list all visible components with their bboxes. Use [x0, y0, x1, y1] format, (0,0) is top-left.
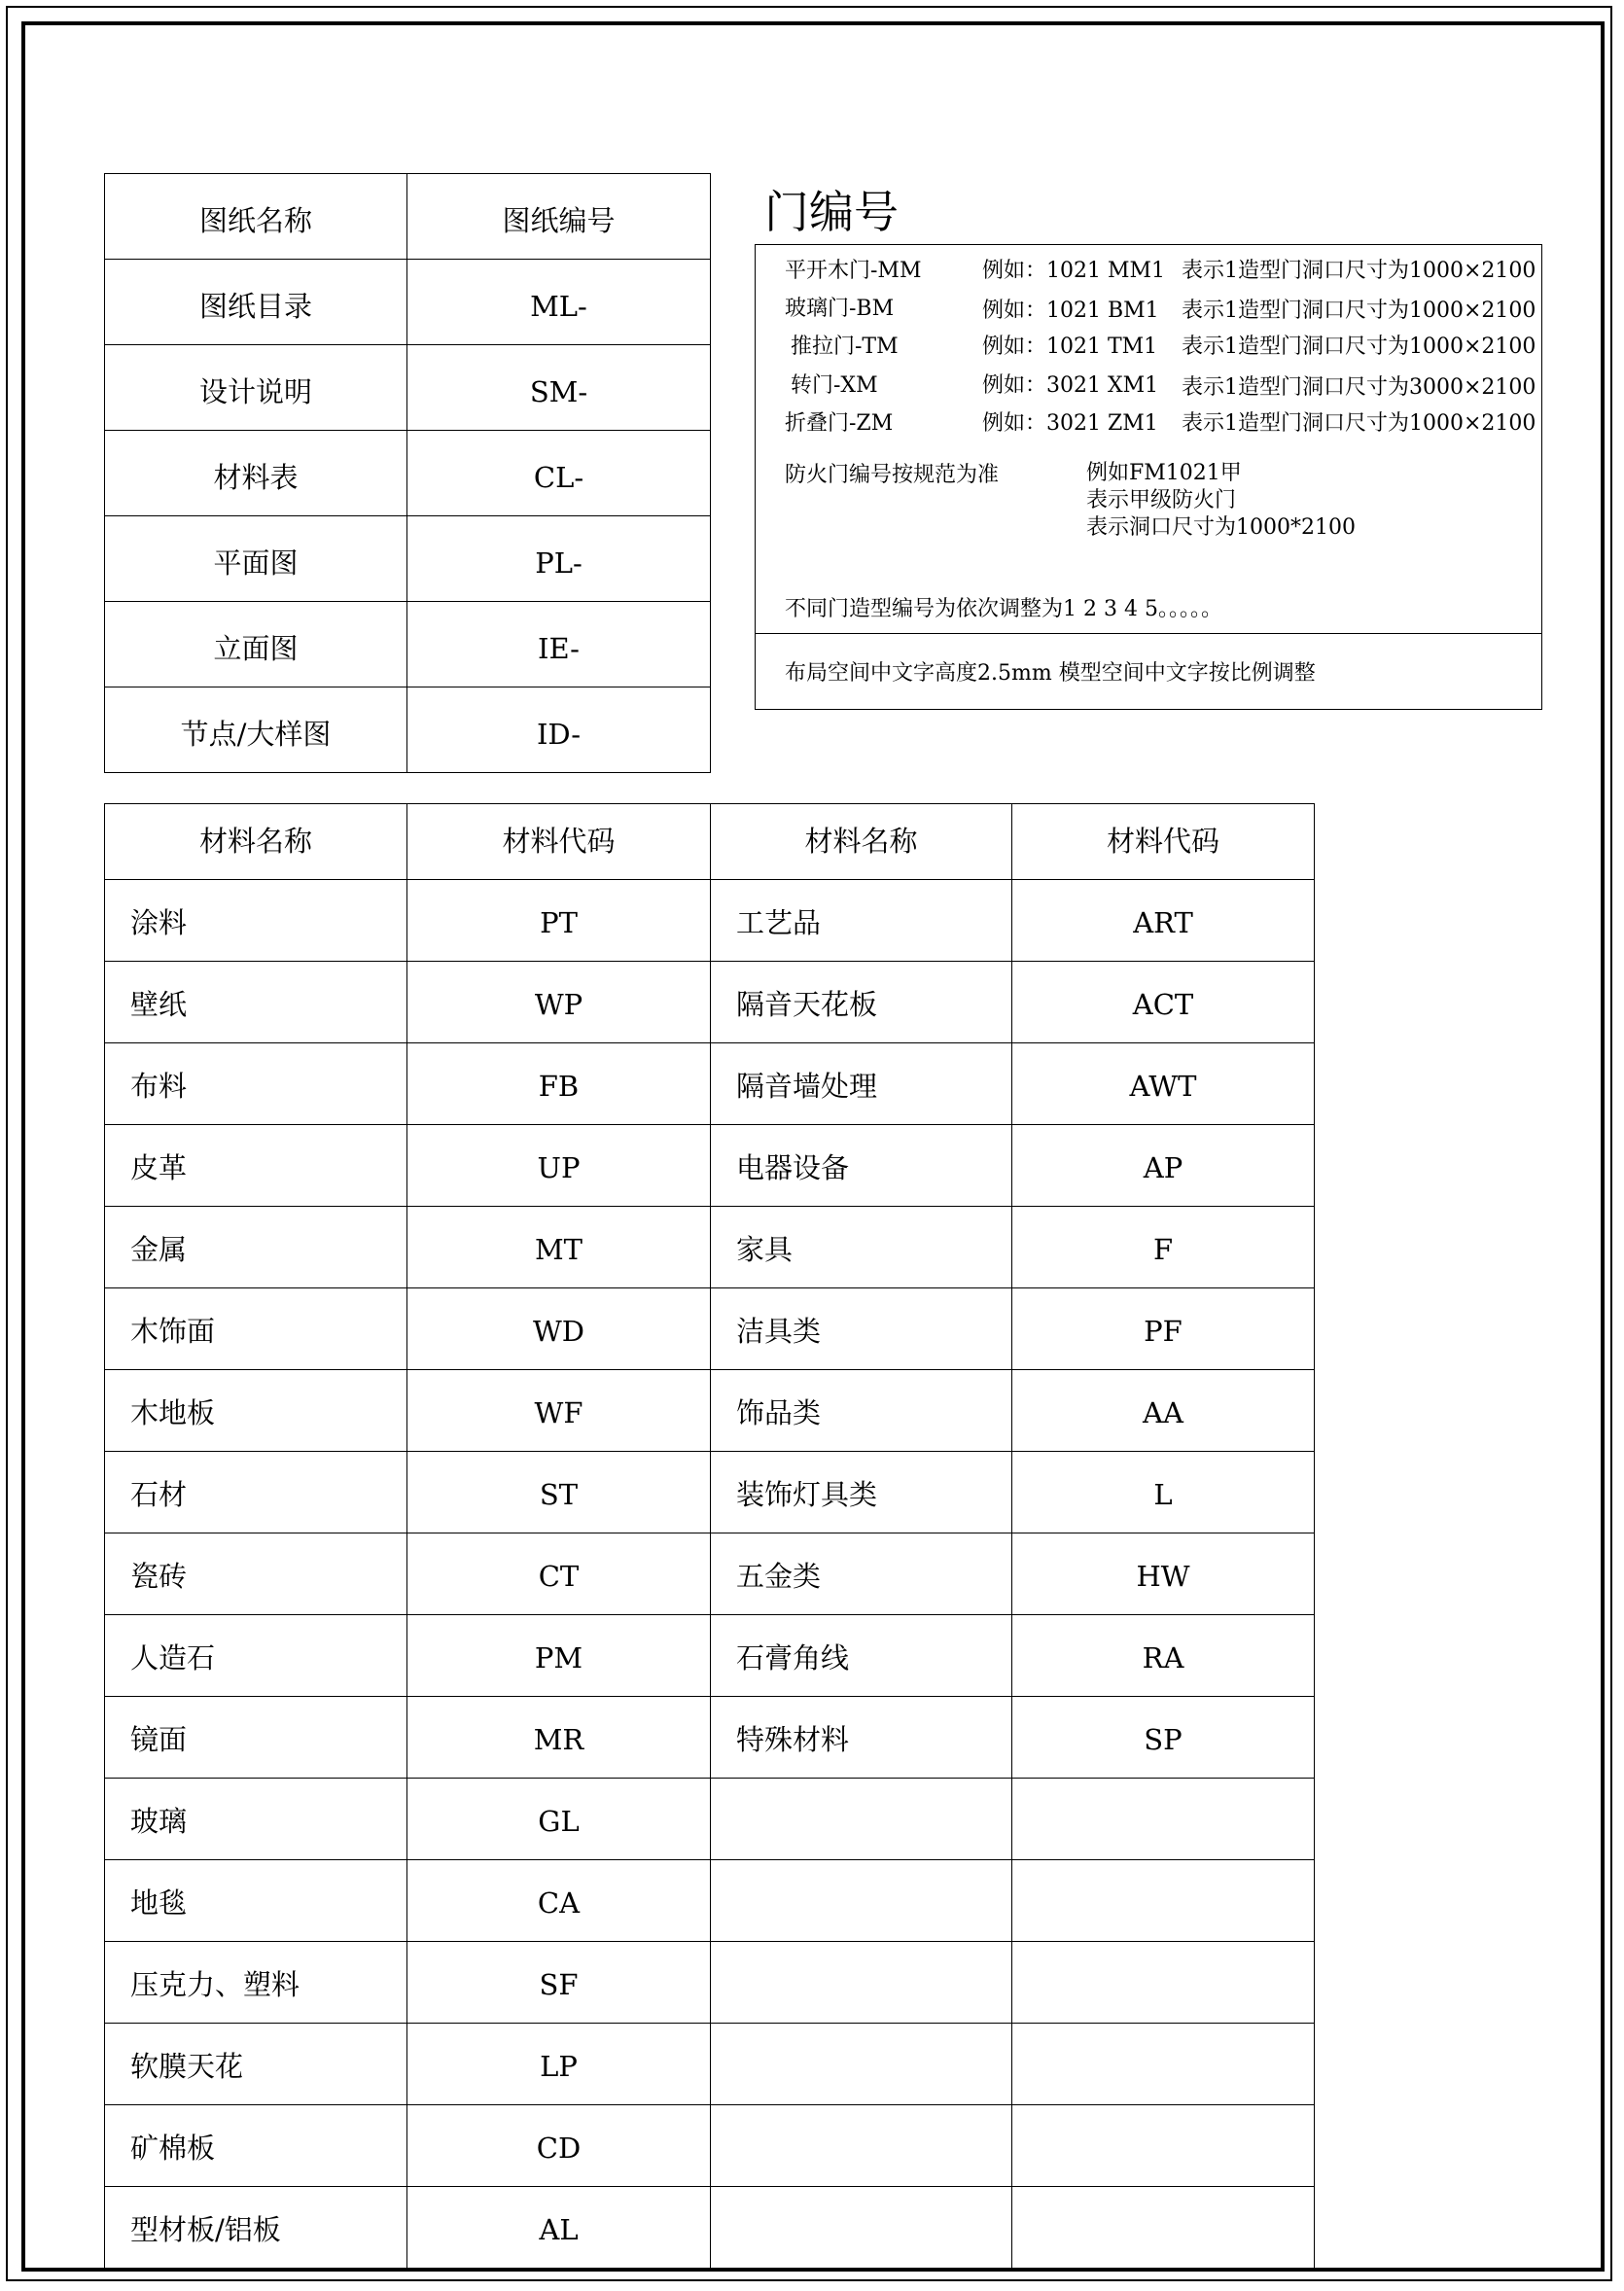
text-height-note: 布局空间中文字高度2.5mm 模型空间中文字按比例调整: [785, 661, 1316, 686]
door-example: 例如：3021 ZM1: [982, 411, 1158, 436]
material-code: ACT: [1012, 962, 1315, 1043]
table-row: [105, 1942, 1315, 2024]
material-name: 玻璃: [105, 1779, 407, 1860]
material-code: CD: [407, 2105, 711, 2187]
material-name: [711, 1779, 1012, 1860]
material-code: [1012, 1942, 1315, 2024]
door-example: 例如：1021 MM1: [982, 259, 1166, 283]
material-name: 布料: [105, 1043, 407, 1125]
material-name: 瓷砖: [105, 1533, 407, 1615]
drawing-name: 平面图: [105, 516, 407, 602]
material-name: 皮革: [105, 1125, 407, 1207]
table-row: [105, 2105, 1315, 2187]
material-code: MT: [407, 1207, 711, 1288]
drawing-code: ID-: [407, 687, 711, 773]
door-type: 玻璃门-BM: [785, 297, 895, 321]
table-row: [105, 1043, 1315, 1125]
header-material-code: 材料代码: [1012, 804, 1315, 880]
door-desc: 表示1造型门洞口尺寸为1000×2100: [1182, 259, 1536, 283]
material-code: [1012, 2105, 1315, 2187]
material-name: 特殊材料: [711, 1697, 1012, 1779]
table-row: [105, 1779, 1315, 1860]
material-code: [1012, 2024, 1315, 2105]
table-row: [105, 1207, 1315, 1288]
fire-door-note: 防火门编号按规范为准: [785, 463, 1000, 487]
table-row: [105, 1452, 1315, 1533]
table-row: [105, 1125, 1315, 1207]
drawing-name: 材料表: [105, 431, 407, 516]
door-desc: 表示1造型门洞口尺寸为1000×2100: [1182, 411, 1536, 436]
table-row: [105, 516, 711, 602]
material-name: [711, 1860, 1012, 1942]
door-type: 折叠门-ZM: [785, 411, 894, 436]
door-desc: 表示1造型门洞口尺寸为1000×2100: [1182, 335, 1536, 359]
table-row: [105, 1697, 1315, 1779]
material-name: 隔音天花板: [711, 962, 1012, 1043]
material-code: SP: [1012, 1697, 1315, 1779]
table-header-row: [105, 804, 1315, 880]
header-material-name: 材料名称: [711, 804, 1012, 880]
drawing-code: IE-: [407, 602, 711, 687]
material-code: WF: [407, 1370, 711, 1452]
material-name: 木饰面: [105, 1288, 407, 1370]
material-name: 家具: [711, 1207, 1012, 1288]
material-name: 电器设备: [711, 1125, 1012, 1207]
header-material-code: 材料代码: [407, 804, 711, 880]
materials-table: [104, 803, 1315, 2269]
fire-door-example: 例如FM1021甲: [1086, 461, 1242, 485]
material-code: PF: [1012, 1288, 1315, 1370]
door-example: 例如：1021 BM1: [982, 299, 1159, 323]
drawing-name: 立面图: [105, 602, 407, 687]
material-name: 金属: [105, 1207, 407, 1288]
material-code: CT: [407, 1533, 711, 1615]
door-numbering-title: 门编号: [764, 186, 899, 238]
door-type: 平开木门-MM: [785, 259, 922, 283]
drawing-code: PL-: [407, 516, 711, 602]
divider-line: [756, 633, 1541, 634]
material-code: ART: [1012, 880, 1315, 962]
material-name: 壁纸: [105, 962, 407, 1043]
table-row: [105, 687, 711, 773]
drawing-code: CL-: [407, 431, 711, 516]
material-code: SF: [407, 1942, 711, 2024]
door-example: 例如：3021 XM1: [982, 373, 1159, 398]
table-row: [105, 1860, 1315, 1942]
table-row: [105, 602, 711, 687]
material-code: F: [1012, 1207, 1315, 1288]
door-type: 转门-XM: [791, 373, 878, 398]
material-code: RA: [1012, 1615, 1315, 1697]
header-drawing-code: 图纸编号: [407, 174, 711, 260]
drawing-code: SM-: [407, 345, 711, 431]
material-code: MR: [407, 1697, 711, 1779]
material-code: LP: [407, 2024, 711, 2105]
material-name: 型材板/铝板: [105, 2187, 407, 2269]
material-name: 五金类: [711, 1533, 1012, 1615]
table-row: [105, 1533, 1315, 1615]
drawing-index-table: [104, 173, 711, 773]
material-name: [711, 2024, 1012, 2105]
material-name: 木地板: [105, 1370, 407, 1452]
table-row: [105, 2187, 1315, 2269]
table-row: [105, 345, 711, 431]
material-code: WD: [407, 1288, 711, 1370]
material-name: 装饰灯具类: [711, 1452, 1012, 1533]
material-name: 人造石: [105, 1615, 407, 1697]
material-name: 工艺品: [711, 880, 1012, 962]
table-row: [105, 880, 1315, 962]
drawing-name: 图纸目录: [105, 260, 407, 345]
table-row: [105, 260, 711, 345]
material-name: 涂料: [105, 880, 407, 962]
material-code: AWT: [1012, 1043, 1315, 1125]
material-name: 镜面: [105, 1697, 407, 1779]
material-name: 石材: [105, 1452, 407, 1533]
fire-door-example: 表示洞口尺寸为1000*2100: [1086, 515, 1356, 540]
material-name: 软膜天花: [105, 2024, 407, 2105]
sequence-note: 不同门造型编号为依次调整为1 2 3 4 5。。。。。: [785, 597, 1222, 621]
drawing-name: 节点/大样图: [105, 687, 407, 773]
material-code: AA: [1012, 1370, 1315, 1452]
drawing-name: 设计说明: [105, 345, 407, 431]
material-name: 压克力、塑料: [105, 1942, 407, 2024]
material-code: AP: [1012, 1125, 1315, 1207]
table-row: [105, 1615, 1315, 1697]
door-example: 例如：1021 TM1: [982, 335, 1158, 359]
table-row: [105, 1370, 1315, 1452]
material-name: 隔音墙处理: [711, 1043, 1012, 1125]
door-desc: 表示1造型门洞口尺寸为1000×2100: [1182, 299, 1536, 323]
header-material-name: 材料名称: [105, 804, 407, 880]
material-code: AL: [407, 2187, 711, 2269]
material-name: [711, 2187, 1012, 2269]
material-name: [711, 1942, 1012, 2024]
table-row: [105, 2024, 1315, 2105]
header-drawing-name: 图纸名称: [105, 174, 407, 260]
material-name: 矿棉板: [105, 2105, 407, 2187]
door-desc: 表示1造型门洞口尺寸为3000×2100: [1182, 375, 1536, 400]
fire-door-example: 表示甲级防火门: [1086, 488, 1237, 512]
material-code: ST: [407, 1452, 711, 1533]
material-name: 地毯: [105, 1860, 407, 1942]
material-code: FB: [407, 1043, 711, 1125]
table-row: [105, 1288, 1315, 1370]
material-code: CA: [407, 1860, 711, 1942]
material-code: PM: [407, 1615, 711, 1697]
material-code: [1012, 2187, 1315, 2269]
table-header-row: [105, 174, 711, 260]
material-code: [1012, 1779, 1315, 1860]
material-code: L: [1012, 1452, 1315, 1533]
material-code: PT: [407, 880, 711, 962]
material-name: 洁具类: [711, 1288, 1012, 1370]
material-name: 石膏角线: [711, 1615, 1012, 1697]
material-code: HW: [1012, 1533, 1315, 1615]
material-code: [1012, 1860, 1315, 1942]
door-numbering-box: [755, 244, 1542, 710]
material-code: GL: [407, 1779, 711, 1860]
drawing-code: ML-: [407, 260, 711, 345]
table-row: [105, 962, 1315, 1043]
table-row: [105, 431, 711, 516]
door-type: 推拉门-TM: [791, 335, 899, 359]
material-code: WP: [407, 962, 711, 1043]
material-name: 饰品类: [711, 1370, 1012, 1452]
material-code: UP: [407, 1125, 711, 1207]
material-name: [711, 2105, 1012, 2187]
